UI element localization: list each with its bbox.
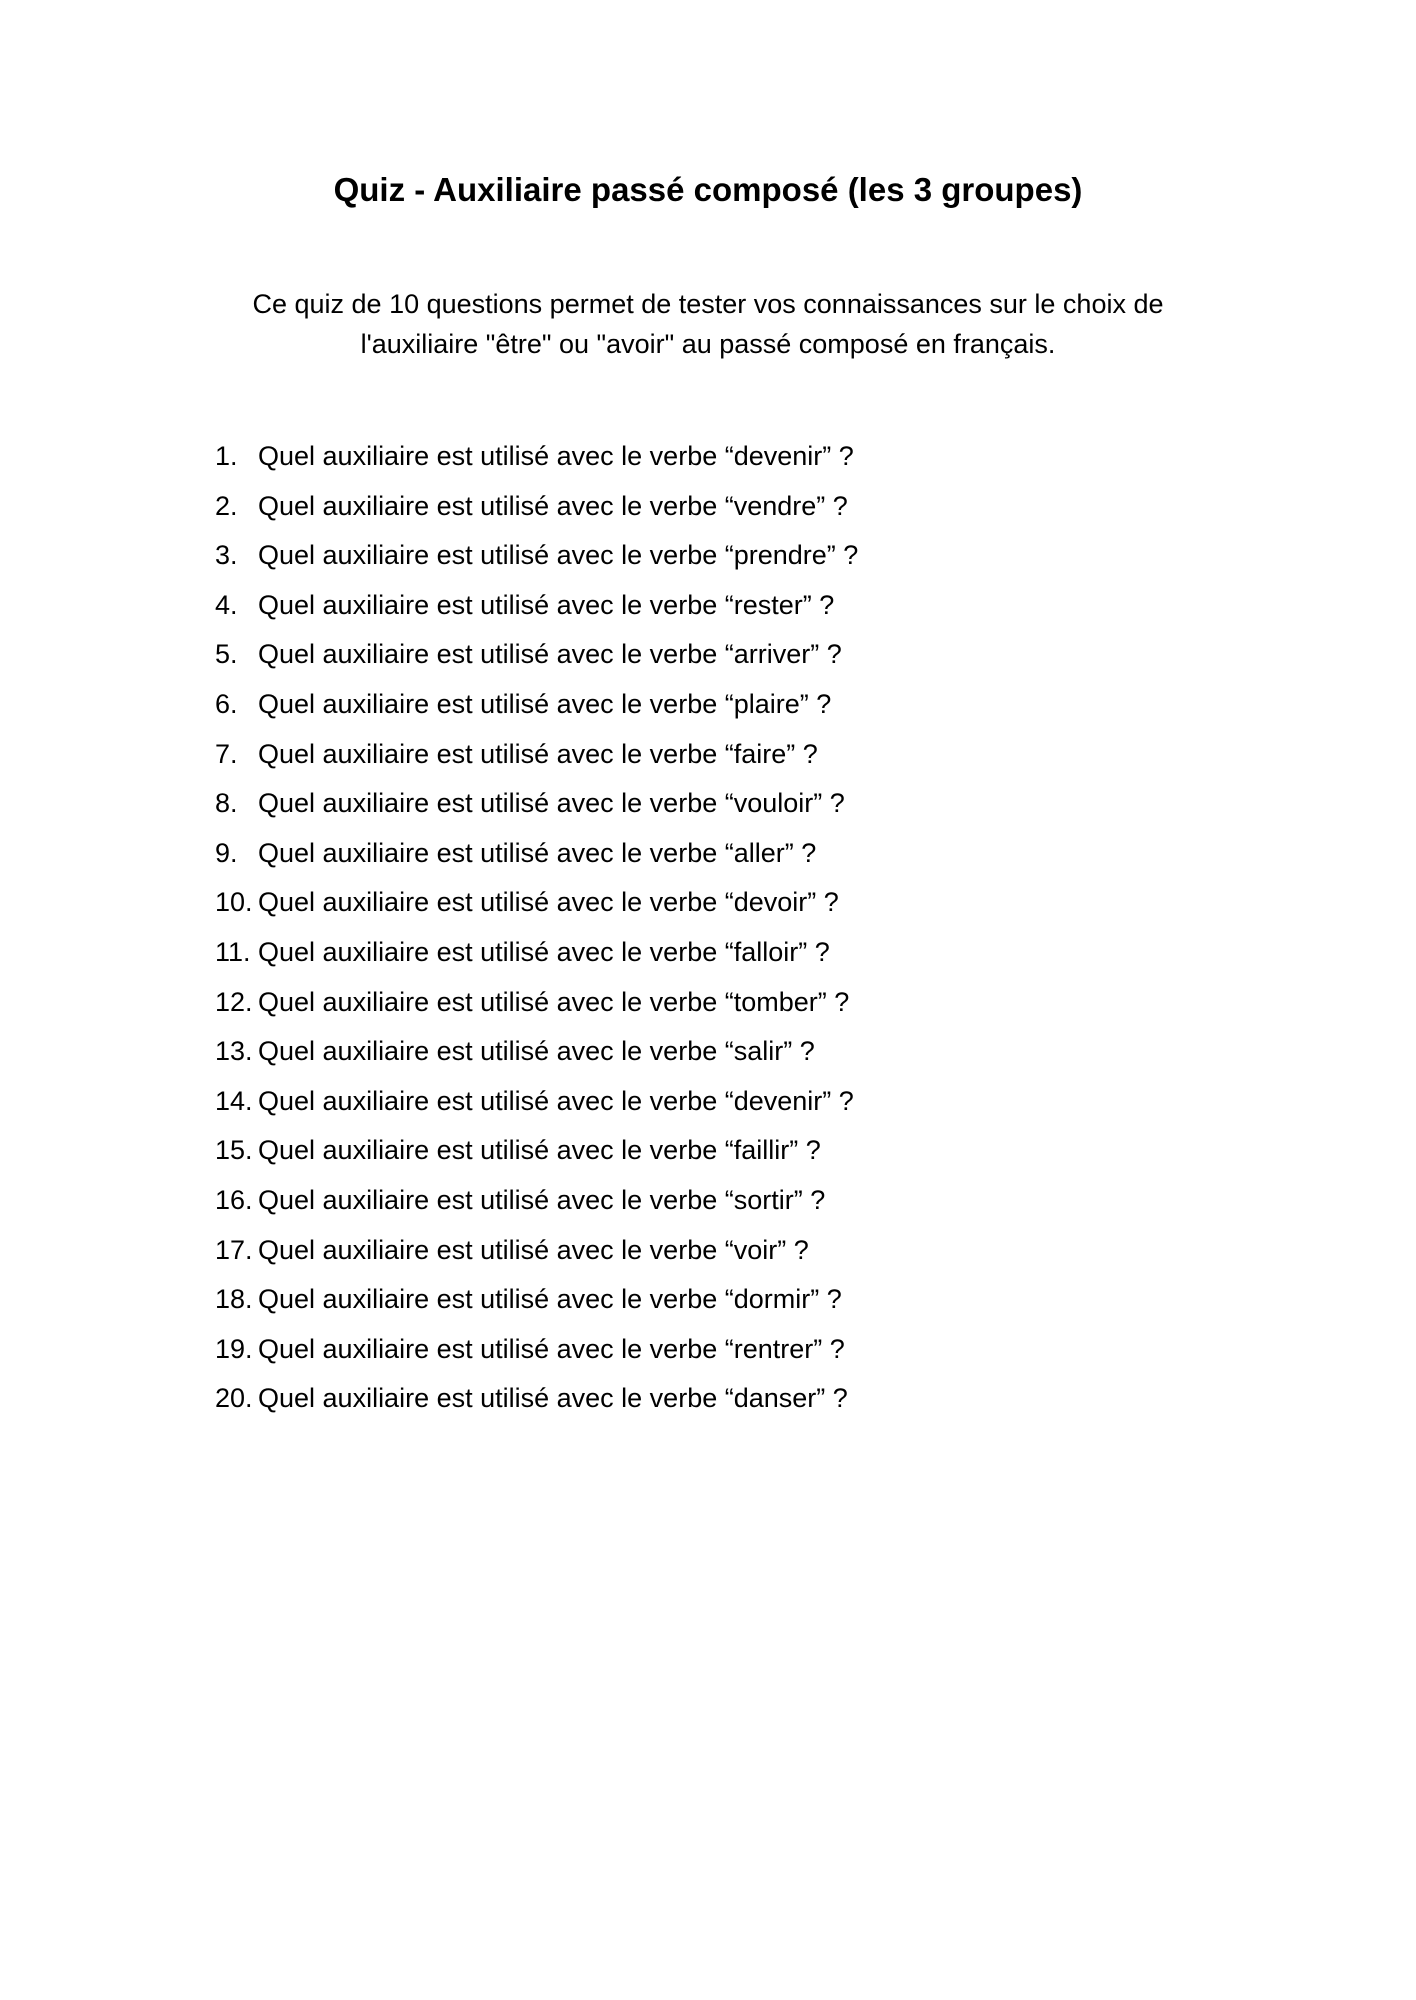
question-number: 20. [215, 1383, 253, 1414]
question-text: Quel auxiliaire est utilisé avec le verbe “tomber” ? [258, 986, 850, 1017]
question-item [0, 1130, 1416, 1180]
question-number: 19. [215, 1333, 253, 1364]
question-text: Quel auxiliaire est utilisé avec le verbe “arriver” ? [258, 639, 842, 670]
question-list [0, 436, 1416, 1428]
question-text: Quel auxiliaire est utilisé avec le verbe “dormir” ? [258, 1284, 842, 1315]
question-item [0, 1230, 1416, 1280]
question-number: 4. [215, 589, 238, 620]
question-item [0, 734, 1416, 784]
question-text: Quel auxiliaire est utilisé avec le verbe “devenir” ? [258, 1085, 854, 1116]
question-item [0, 932, 1416, 982]
question-text: Quel auxiliaire est utilisé avec le verbe “voir” ? [258, 1234, 809, 1265]
question-item [0, 585, 1416, 635]
question-number: 15. [215, 1135, 253, 1166]
question-text: Quel auxiliaire est utilisé avec le verbe “vendre” ? [258, 490, 848, 521]
question-item [0, 1378, 1416, 1428]
question-number: 14. [215, 1085, 253, 1116]
intro-line-1: Ce quiz de 10 questions permet de tester vos connaissances sur le choix de [252, 289, 1164, 319]
question-item [0, 1081, 1416, 1131]
question-number: 6. [215, 688, 238, 719]
question-item [0, 1180, 1416, 1230]
question-text: Quel auxiliaire est utilisé avec le verbe “prendre” ? [258, 540, 859, 571]
question-item [0, 982, 1416, 1032]
question-number: 12. [215, 986, 253, 1017]
question-number: 13. [215, 1036, 253, 1067]
question-item [0, 882, 1416, 932]
question-text: Quel auxiliaire est utilisé avec le verbe “rester” ? [258, 589, 835, 620]
question-text: Quel auxiliaire est utilisé avec le verbe “devenir” ? [258, 441, 854, 471]
question-text: Quel auxiliaire est utilisé avec le verbe “faire” ? [258, 738, 818, 769]
question-text: Quel auxiliaire est utilisé avec le verbe “sortir” ? [258, 1184, 826, 1215]
question-item [0, 436, 1416, 486]
question-number: 8. [215, 788, 238, 819]
question-number: 9. [215, 837, 238, 868]
question-item [0, 1279, 1416, 1329]
question-item [0, 634, 1416, 684]
page-title: Quiz - Auxiliaire passé composé (les 3 groupes) [333, 171, 1083, 208]
question-number: 18. [215, 1284, 253, 1315]
question-number: 1. [215, 441, 238, 471]
question-text: Quel auxiliaire est utilisé avec le verbe “falloir” ? [258, 936, 830, 967]
question-item [0, 684, 1416, 734]
question-number: 10. [215, 887, 253, 918]
question-number: 17. [215, 1234, 253, 1265]
question-text: Quel auxiliaire est utilisé avec le verbe “aller” ? [258, 837, 817, 868]
question-number: 5. [215, 639, 238, 670]
intro-paragraph [208, 284, 1208, 364]
question-number: 16. [215, 1184, 253, 1215]
question-item [0, 1031, 1416, 1081]
question-item [0, 833, 1416, 883]
question-text: Quel auxiliaire est utilisé avec le verbe “plaire” ? [258, 688, 832, 719]
question-number: 2. [215, 490, 238, 521]
question-item [0, 1329, 1416, 1379]
intro-line-2: l'auxiliaire "être" ou "avoir" au passé composé en français. [360, 329, 1056, 359]
question-text: Quel auxiliaire est utilisé avec le verbe “faillir” ? [258, 1135, 821, 1166]
question-item [0, 783, 1416, 833]
question-number: 7. [215, 738, 238, 769]
question-number: 11. [215, 936, 251, 967]
question-text: Quel auxiliaire est utilisé avec le verbe “vouloir” ? [258, 788, 845, 819]
question-item [0, 535, 1416, 585]
question-item [0, 486, 1416, 536]
question-text: Quel auxiliaire est utilisé avec le verbe “rentrer” ? [258, 1333, 845, 1364]
question-text: Quel auxiliaire est utilisé avec le verbe “devoir” ? [258, 887, 839, 918]
question-number: 3. [215, 540, 238, 571]
question-text: Quel auxiliaire est utilisé avec le verbe “salir” ? [258, 1036, 815, 1067]
question-text: Quel auxiliaire est utilisé avec le verbe “danser” ? [258, 1383, 848, 1414]
